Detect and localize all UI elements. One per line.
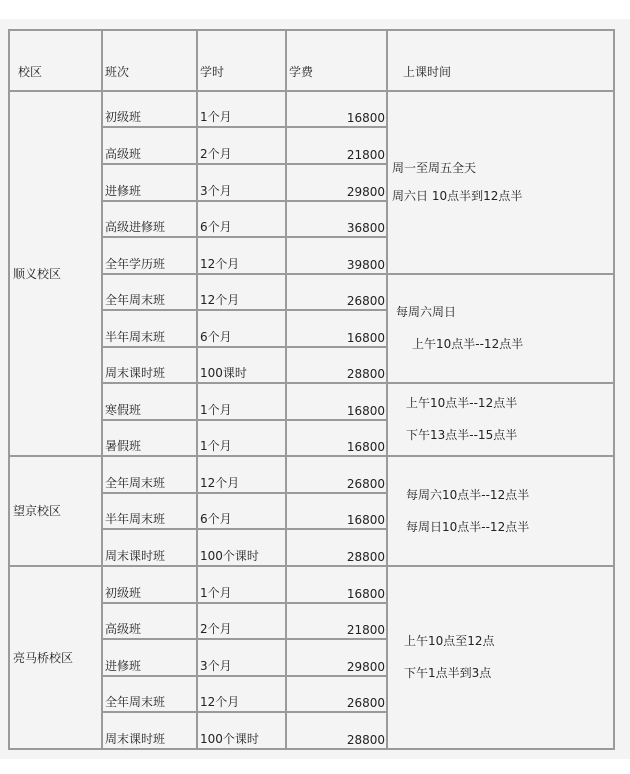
schedule-line: 每周六10点半--12点半 (406, 487, 530, 502)
header-schedule (387, 30, 614, 91)
hours-cell: 100个课时 (197, 529, 286, 566)
hours-cell: 100个课时 (197, 712, 286, 749)
class-cell: 初级班 (102, 91, 197, 128)
fee-cell: 29800 (286, 639, 387, 676)
class-cell: 高级班 (102, 127, 197, 164)
schedule-line: 每周日10点半--12点半 (406, 519, 530, 534)
fee-cell: 26800 (286, 676, 387, 713)
class-cell: 周末课时班 (102, 712, 197, 749)
class-cell: 周末课时班 (102, 529, 197, 566)
class-cell: 进修班 (102, 164, 197, 201)
class-cell: 全年周末班 (102, 456, 197, 493)
fee-cell: 28800 (286, 529, 387, 566)
campus-name: 望京校区 (13, 504, 62, 519)
header-fee (286, 30, 387, 91)
schedule-line: 每周六周日 (396, 304, 457, 319)
schedule-line: 周六日 10点半到12点半 (392, 188, 523, 203)
campus-name: 亮马桥校区 (13, 650, 74, 665)
fee-cell: 16800 (286, 91, 387, 128)
hours-cell: 1个月 (197, 420, 286, 457)
schedule-cell (387, 456, 614, 566)
campus-cell (9, 456, 102, 566)
header-hours-label: 学时 (200, 64, 225, 79)
table-body (9, 30, 614, 749)
hours-cell: 2个月 (197, 603, 286, 640)
hours-cell: 12个月 (197, 456, 286, 493)
hours-cell: 1个月 (197, 383, 286, 420)
fee-cell: 28800 (286, 347, 387, 384)
hours-cell: 3个月 (197, 639, 286, 676)
class-cell: 暑假班 (102, 420, 197, 457)
tuition-table (8, 29, 615, 750)
schedule-line: 周一至周五全天 (392, 160, 477, 175)
hours-cell: 6个月 (197, 493, 286, 530)
fee-cell: 39800 (286, 237, 387, 274)
class-cell: 高级班 (102, 603, 197, 640)
class-cell: 进修班 (102, 639, 197, 676)
schedule-cell (387, 274, 614, 384)
class-cell: 全年学历班 (102, 237, 197, 274)
fee-cell: 16800 (286, 493, 387, 530)
fee-cell: 29800 (286, 164, 387, 201)
schedule-line: 上午10点至12点 (404, 634, 495, 649)
header-hours (197, 30, 286, 91)
fee-cell: 26800 (286, 274, 387, 311)
header-campus (9, 30, 102, 91)
hours-cell: 12个月 (197, 676, 286, 713)
class-cell: 寒假班 (102, 383, 197, 420)
hours-cell: 3个月 (197, 164, 286, 201)
fee-cell: 16800 (286, 310, 387, 347)
fee-cell: 16800 (286, 420, 387, 457)
class-cell: 半年周末班 (102, 310, 197, 347)
header-schedule-label: 上课时间 (403, 64, 452, 79)
class-cell: 高级进修班 (102, 201, 197, 238)
schedule-line: 上午10点半--12点半 (406, 396, 518, 411)
hours-cell: 1个月 (197, 566, 286, 603)
header-class-label: 班次 (105, 64, 130, 79)
class-cell: 初级班 (102, 566, 197, 603)
page-background (0, 19, 630, 759)
hours-cell: 2个月 (197, 127, 286, 164)
class-cell: 周末课时班 (102, 347, 197, 384)
schedule-cell (387, 383, 614, 456)
fee-cell: 16800 (286, 566, 387, 603)
hours-cell: 1个月 (197, 91, 286, 128)
class-cell: 全年周末班 (102, 274, 197, 311)
hours-cell: 12个月 (197, 274, 286, 311)
fee-cell: 36800 (286, 201, 387, 238)
fee-cell: 16800 (286, 383, 387, 420)
header-fee-label: 学费 (289, 64, 314, 79)
table-header-row (9, 30, 614, 91)
hours-cell: 6个月 (197, 201, 286, 238)
hours-cell: 100课时 (197, 347, 286, 384)
fee-cell: 28800 (286, 712, 387, 749)
fee-cell: 21800 (286, 603, 387, 640)
campus-cell (9, 91, 102, 456)
hours-cell: 12个月 (197, 237, 286, 274)
class-cell: 全年周末班 (102, 676, 197, 713)
fee-cell: 26800 (286, 456, 387, 493)
header-class (102, 30, 197, 91)
campus-name: 顺义校区 (13, 266, 62, 281)
schedule-line: 上午10点半--12点半 (412, 336, 524, 351)
table-row (9, 456, 614, 493)
schedule-line: 下午13点半--15点半 (406, 428, 518, 443)
hours-cell: 6个月 (197, 310, 286, 347)
schedule-cell (387, 91, 614, 274)
table-row (9, 566, 614, 603)
table-row (9, 91, 614, 128)
class-cell: 半年周末班 (102, 493, 197, 530)
header-campus-label: 校区 (18, 64, 43, 79)
campus-cell (9, 566, 102, 749)
schedule-line: 下午1点半到3点 (404, 666, 492, 681)
schedule-cell (387, 566, 614, 749)
fee-cell: 21800 (286, 127, 387, 164)
